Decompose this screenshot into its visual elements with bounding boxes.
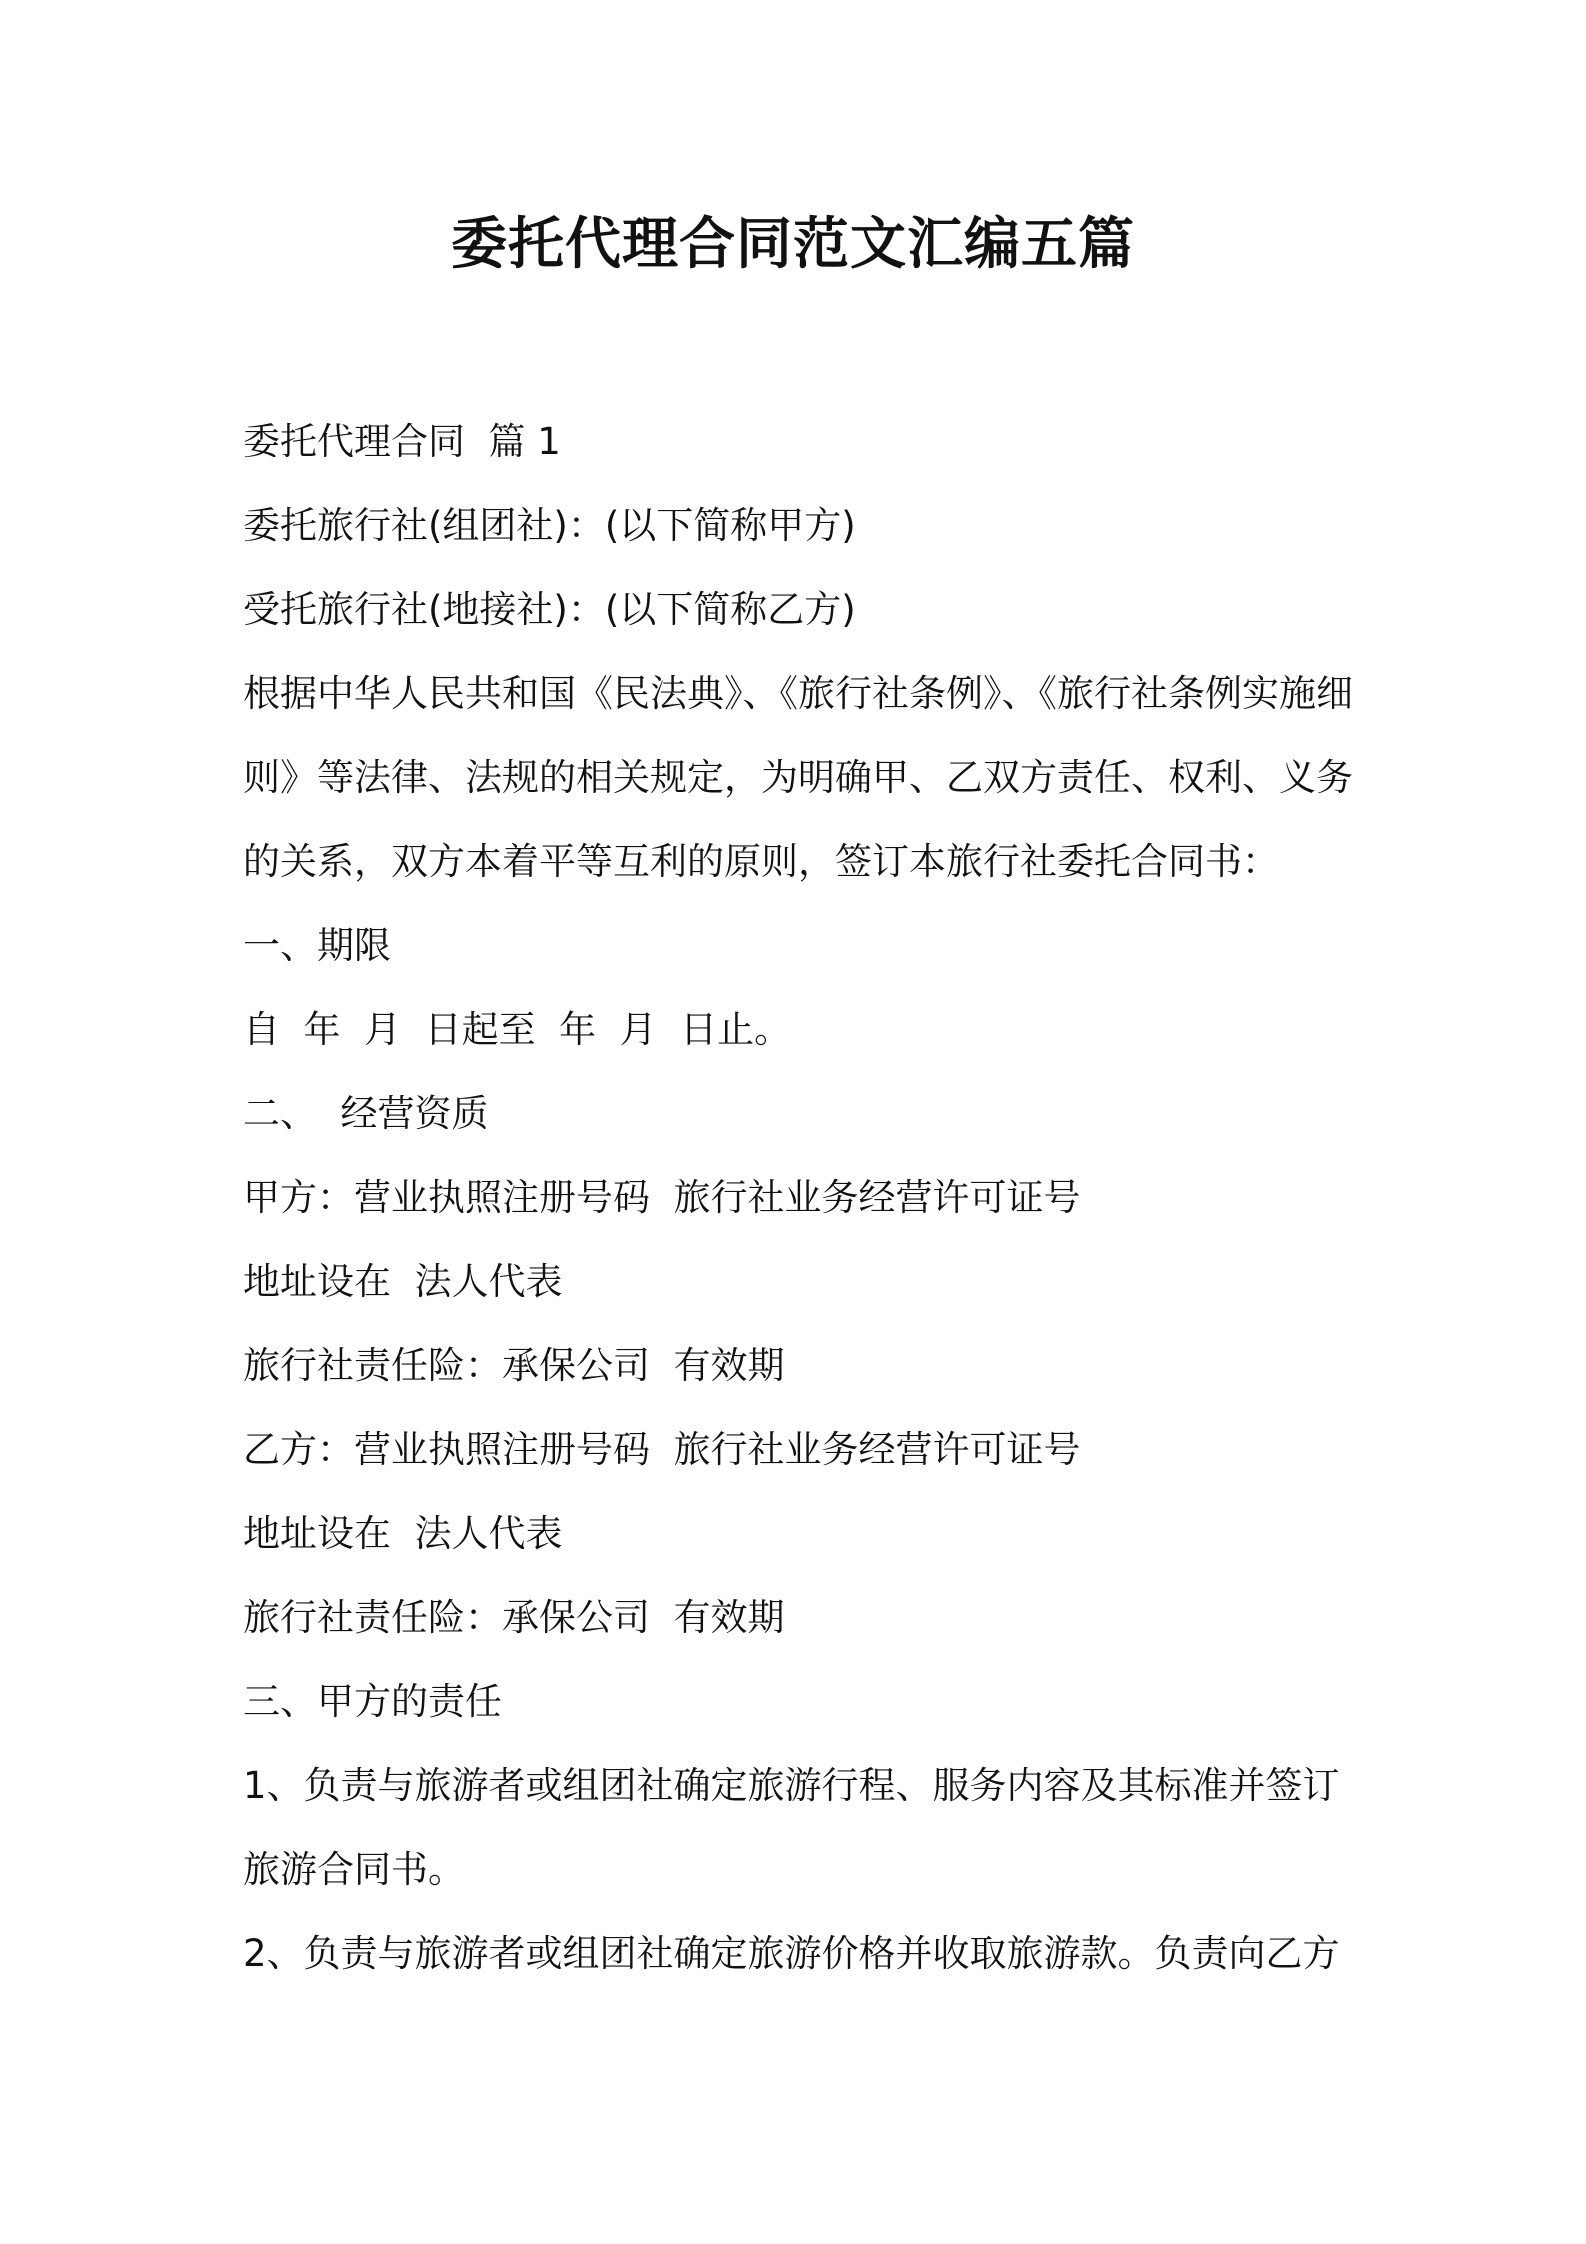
party-a-license-line: 甲方：营业执照注册号码 旅行社业务经营许可证号 bbox=[243, 1176, 1081, 1219]
preamble-line-3: 的关系，双方本着平等互利的原则，签订本旅行社委托合同书： bbox=[243, 840, 1279, 883]
party-a-insurance-line: 旅行社责任险：承保公司 有效期 bbox=[243, 1344, 785, 1387]
clause-heading-term: 一、期限 bbox=[243, 924, 391, 967]
document-title: 委托代理合同范文汇编五篇 bbox=[451, 212, 1135, 277]
party-b-insurance-line: 旅行社责任险：承保公司 有效期 bbox=[243, 1596, 785, 1639]
preamble-line-2: 则》等法律、法规的相关规定，为明确甲、乙双方责任、权利、义务 bbox=[243, 756, 1353, 799]
party-b-address-line: 地址设在 法人代表 bbox=[243, 1512, 563, 1555]
party-b-license-line: 乙方：营业执照注册号码 旅行社业务经营许可证号 bbox=[243, 1428, 1081, 1471]
clause-heading-qualification: 二、 经营资质 bbox=[243, 1092, 489, 1135]
preamble-line-1: 根据中华人民共和国《民法典》、《旅行社条例》、《旅行社条例实施细 bbox=[243, 672, 1353, 715]
clause-heading-party-a-duties: 三、甲方的责任 bbox=[243, 1680, 502, 1723]
duty-1-line-2: 旅游合同书。 bbox=[243, 1848, 465, 1891]
term-dates-line: 自 年 月 日起至 年 月 日止。 bbox=[243, 1008, 792, 1051]
party-b-line: 受托旅行社(地接社)：(以下简称乙方) bbox=[243, 588, 856, 631]
duty-2-line-1: 2、负责与旅游者或组团社确定旅游价格并收取旅游款。负责向乙方 bbox=[243, 1932, 1340, 1975]
party-a-address-line: 地址设在 法人代表 bbox=[243, 1260, 563, 1303]
party-a-line: 委托旅行社(组团社)：(以下简称甲方) bbox=[243, 504, 856, 547]
document-body bbox=[243, 400, 1363, 1996]
section-heading-part-1: 委托代理合同 篇 1 bbox=[243, 420, 561, 463]
duty-1-line-1: 1、负责与旅游者或组团社确定旅游行程、服务内容及其标准并签订 bbox=[243, 1764, 1340, 1807]
